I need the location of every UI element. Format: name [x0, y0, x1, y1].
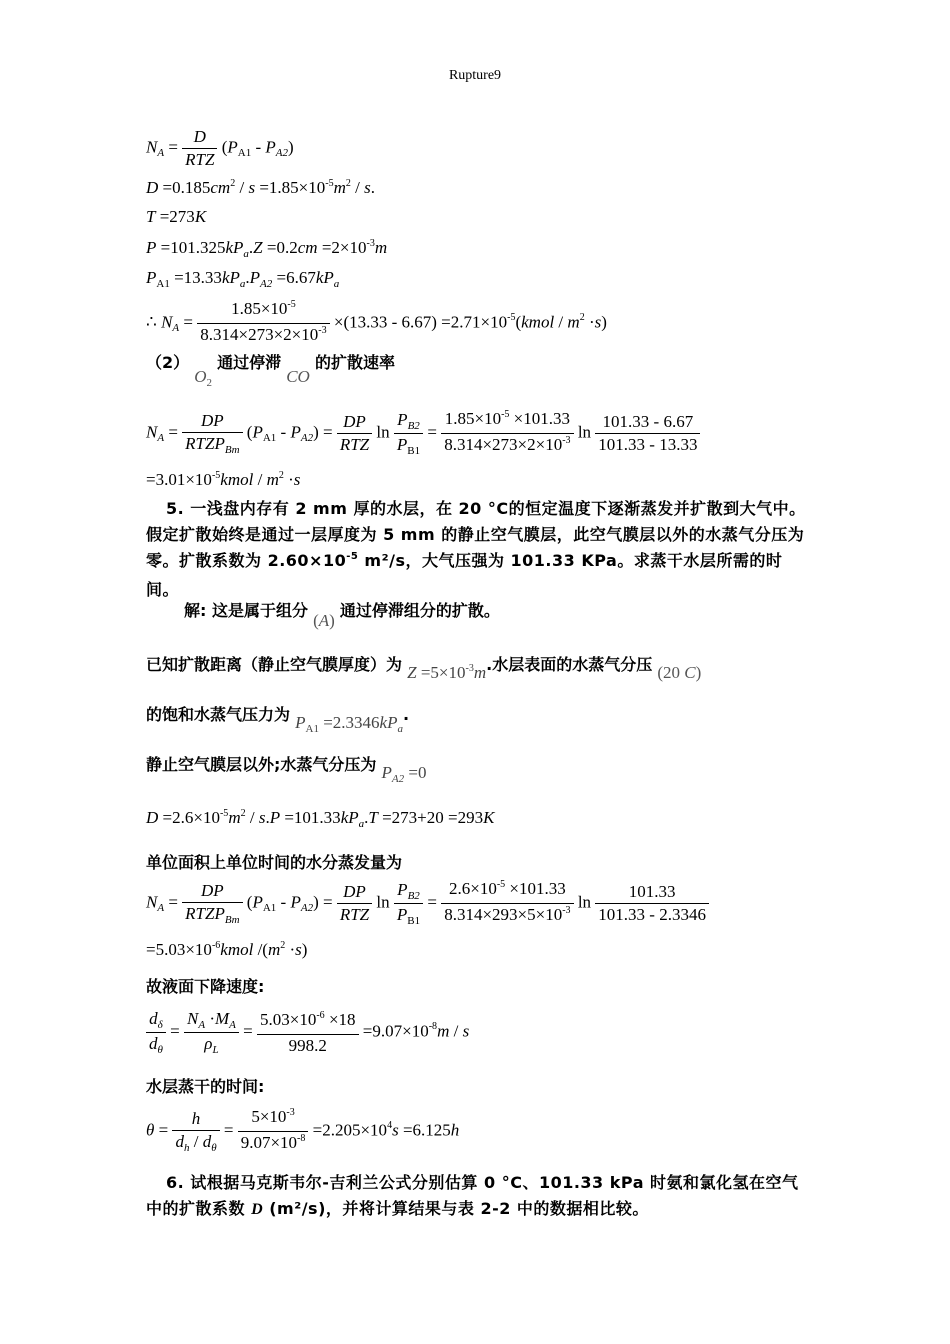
equation-diffusivity: $D =0.185cm^2 / s =1.85\times 10^{-5}m^2 / s$. — [146, 178, 375, 197]
equation-partial-pressures: $P_{A1} =13.33kP_a.P_{A2} =6.67kP_a$ — [146, 268, 340, 290]
known-distance: 已知扩散距离（静止空气膜厚度）为 $Z =5\times 10^{-3}m$.水层表面的水蒸气分压 (20 C) — [146, 655, 702, 682]
equation-evaporation: $N_A$ = $\frac{DP}{RTZP_{Bm}}$ $(P_{A1} - P_{A2})$ = $\frac{DP}{\text{RTZ}}$ ln $\frac{P_{B2}}{P_{B1}}$ = $\frac{2.6\times 10^{-5} \times 101.33}{8.314\times 293\times 5\times 10^{-3}}$ ln $\frac{101.33}{101.33 - 2.3346}$ — [146, 878, 709, 929]
equation-temperature: T =273K — [146, 207, 207, 226]
equation-na-stagnant: $N_A$ = $\frac{DP}{RTZP_{Bm}}$ $(P_{A1} - P_{A2})$ = $\frac{DP}{\text{RTZ}}$ ln $\frac{P_{B2}}{P_{B1}}$ = $\frac{1.85\times 10^{-5} \times 101.33}{8.314\times 273\times 2\times 10^{-3}}$ ln $\frac{101.33 - 6.67}{101.33 - 13.33}$ — [146, 408, 700, 459]
equation-na-stagnant-result: $=3.01\times 10^{-5}kmol / m^2 \cdot s$ — [146, 470, 301, 489]
equation-na-result: ∴ $N_A$ = $\frac{1.85\times 10^{-5}}{8.314\times 273\times 2\times 10^{-3}}$ $\times(13.33 - 6.67) =2.71\times 10^{-5}(kmol / m^2 \cdot s)$ — [146, 299, 607, 344]
drying-time-heading: 水层蒸干的时间: — [146, 1077, 265, 1096]
evaporation-heading: 单位面积上单位时间的水分蒸发量为 — [146, 853, 403, 872]
equation-na-definition: $N_A$ = $\frac{D}{\text{RTZ}}$ $(P_{A1} - P_{A2})$ — [146, 127, 294, 169]
equation-drying-time: θ = $\frac{h}{d_h / d_\theta}$ = $\frac{5\times 10^{-3}}{9.07\times 10^{-8}}$ $=2.205\times 10^4s =6.125h$ — [146, 1107, 460, 1154]
equation-drop-rate: $\frac{d_\delta}{d_\theta}$ = $\frac{N_A \cdot M_A}{\rho_L}$ = $\frac{5.03\times 10^{-6} \times 18}{998.2}$ $=9.07\times 10^{-8}m / s$ — [146, 1008, 469, 1057]
problem-6-statement: 6. 试根据马克斯韦尔-吉利兰公式分别估算 0 °C、101.33 kPa 时氨和氯化氢在空气中的扩散系数 D (m²/s)，并将计算结果与表 2-2 中的数据相比较。 — [146, 1173, 799, 1218]
outside-pressure: 静止空气膜层以外;水蒸气分压为 $P_{A2} =0$ — [146, 755, 427, 785]
part2-heading: （2） $O_2$ 通过停滞 CO 的扩散速率 — [146, 353, 395, 389]
solution-intro: 解: 这是属于组分 (A) 通过停滞组分的扩散。 — [184, 601, 500, 630]
problem-5-statement: 5. 一浅盘内存有 2 mm 厚的水层，在 20 °C的恒定温度下逐渐蒸发并扩散到大气中。假定扩散始终是通过一层厚度为 5 mm 的静止空气膜层，此空气膜层以外的水蒸气分压为零。扩散系数为 $2.60\times 10^{-5}$ m²/s，大气压强为 101.33 KPa。求蒸干水层所需的时间。 — [146, 499, 806, 599]
page-header: Rupture9 — [448, 68, 502, 83]
equation-evaporation-result: $=5.03\times 10^{-6}kmol$ $/(m^2 \cdot s)$ — [146, 940, 308, 959]
saturation-pressure: 的饱和水蒸气压力为 $P_{A1} =2.3346kP_a$. — [146, 705, 410, 735]
equation-problem5-constants: $D =2.6\times 10^{-5}m^2 / s.P =101.33kP_a.T =273+20 =293K$ — [146, 808, 495, 830]
equation-pressure-thickness: $P =101.325kP_a.Z =0.2cm =2\times 10^{-3}m$ — [146, 238, 388, 260]
drop-rate-heading: 故液面下降速度: — [146, 977, 265, 996]
